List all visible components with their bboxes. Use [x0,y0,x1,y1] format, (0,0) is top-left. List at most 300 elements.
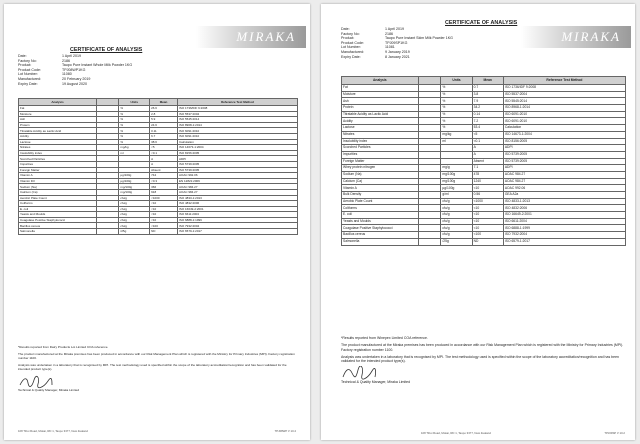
mean-value: Absent [472,158,503,165]
mean-value: 38.6 [150,139,178,145]
certificate-notes [341,336,626,385]
test-method: AOAC 984.27 [178,189,298,195]
unit: µg/100g [119,178,150,184]
mean-value: Absent [150,167,178,173]
mean-value: A [472,151,503,158]
column-header [418,77,441,85]
unit: % [119,122,150,128]
analysis-name: Insolubility index [342,138,419,145]
test-method: ISO 5545:2014 [503,98,625,105]
table-row [342,138,626,145]
analysis-code [418,192,441,199]
unit: % [119,106,150,112]
signature-image [341,366,377,380]
test-method: ISO 8156:2005 [178,150,298,156]
meta-value: 9 January 2019 [385,49,410,54]
test-method: Calculation [178,139,298,145]
mean-value: 0.11 [150,128,178,134]
mean-value: 7.2 [472,118,503,125]
signature-block [18,375,298,393]
test-method: ISO 5739:2005 [178,161,298,167]
meta-value: 2186 [385,31,393,36]
column-header: Mean [472,77,503,85]
test-method: ISO 4832:2006 [503,205,625,212]
analysis-name: Whey protein nitrogen [342,165,419,172]
analysis-name: Vitamin A [342,185,419,192]
mean-value: <10 [150,201,178,207]
table-row [342,118,626,125]
test-method: ISO 6091:2010 [503,118,625,125]
analysis-name: Impurities [19,161,97,167]
analysis-name: Titratable Acidity as Lactic Acid [342,111,419,118]
test-method: ISO 6091:2010 [178,133,298,139]
mean-value: 918 [150,189,178,195]
mean-value: <10 [472,218,503,225]
test-method: ISO 8968-1:2014 [178,122,298,128]
analysis-code [418,125,441,132]
analysis-code [418,232,441,239]
unit: cfu/g [119,212,150,218]
unit: % [441,125,472,132]
table-row [342,91,626,98]
analysis-name: Scorched Particles [19,156,97,162]
table-row [342,218,626,225]
mean-value: A [472,145,503,152]
mean-value: <10 [472,225,503,232]
analysis-name: Titratable Acidity as Lactic Acid [19,128,97,134]
signature-block [341,366,626,384]
analysis-code [418,91,441,98]
test-method: ISO 6579-1:2017 [503,238,625,245]
footer-doc-code: TPJ09SP V 10.2 [604,431,625,435]
test-method: ISO 4833-1:2013 [178,195,298,201]
unit: % [119,128,150,134]
mean-value: 744 [150,173,178,179]
table-row [342,111,626,118]
meta-value: 1 April 2019 [62,54,81,58]
test-method: ISO 5545:2014 [178,117,298,123]
analysis-name: Nitrates [342,131,419,138]
note-2: The product manufactured at the Miraka premises has been produced in accordance with our Risk Management Plan which is registered with the Ministry for Primary Industries (MPI). Factory registration number 1100. [341,343,624,352]
test-method: AOAC 992.06 [178,173,298,179]
analysis-name: Salmonella [342,238,419,245]
analysis-code [418,118,441,125]
meta-label: Manufactured: [18,76,41,81]
column-header: Mean [150,99,178,106]
analysis-name: Vitamin D3 [19,178,97,184]
mean-value: A [150,156,178,162]
analysis-name: Coliforms [19,201,97,207]
test-method: ADPI [178,156,298,162]
test-method: ISO 14673-1:2004 [503,131,625,138]
column-header [97,99,119,106]
analysis-name: E. coli [342,212,419,219]
meta-row [18,82,168,87]
analysis-code [418,171,441,178]
analysis-code [418,238,441,245]
test-method: ISO 6091:2010 [503,111,625,118]
analysis-code [418,85,441,92]
mean-value: <100 [150,223,178,229]
analysis-code [418,178,441,185]
unit: % [441,98,472,105]
signature-image [18,375,54,389]
test-method: AOAC 992.06 [503,185,625,192]
unit: % [119,117,150,123]
test-method: ADPI [503,145,625,152]
meta-label: Manufactured: [341,49,364,54]
meta-label: Factory No: [341,31,360,36]
table-row [342,125,626,132]
unit: % [441,91,472,98]
test-method: EN 12821:2009 [178,178,298,184]
test-method: ISO 4833-1:2013 [503,198,625,205]
table-row [342,212,626,219]
analysis-code [418,185,441,192]
analysis-name: Coliforms [342,205,419,212]
table-row [342,85,626,92]
table-row [342,98,626,105]
analysis-code [97,229,119,235]
test-method: ISO 6888-1:1999 [503,225,625,232]
analysis-name: Sodium (Na) [19,184,97,190]
analysis-name: Protein [342,105,419,112]
column-header: Analysis [19,99,97,106]
test-method: AOAC 984.27 [503,178,625,185]
analysis-name: Sodium (Na) [342,171,419,178]
mean-value: <10 [472,212,503,219]
test-method: ISO 6091:2010 [178,128,298,134]
analysis-name: Coagulase Positive Staphylococci [19,217,97,223]
mean-value: <10 [150,212,178,218]
mean-value: <0.1 [472,138,503,145]
test-method: ISO 16649-2:2001 [178,206,298,212]
analysis-code [418,225,441,232]
analysis-name: Scorched Particles [342,145,419,152]
analysis-name: Protein [19,122,97,128]
meta-label: Lot Number: [18,72,38,77]
mean-value: 2.8 [150,111,178,117]
meta-label: Lot Number: [341,45,361,50]
column-header: Reference Test Method [178,99,298,106]
analysis-name: Lactose [342,125,419,132]
analysis-code [418,165,441,172]
analysis-name: Ash [342,98,419,105]
test-method: ADPI [503,165,625,172]
table-header-row [19,99,298,106]
analysis-name: Calcium (Ca) [19,189,97,195]
unit: cfu/g [441,198,472,205]
analysis-code [418,212,441,219]
meta-label: Expiry Date: [341,54,361,59]
analysis-name: Foreign Matter [342,158,419,165]
table-row [342,151,626,158]
analysis-code [418,98,441,105]
unit: µg/100g [441,185,472,192]
test-method: ISO 6579-1:2017 [178,229,298,235]
mean-value: 7.9 [472,98,503,105]
unit: % [119,111,150,117]
meta-label: Product Code: [341,40,364,45]
meta-value: 20 February 2019 [62,76,91,81]
column-header: Units [441,77,472,85]
mean-value: 6.7 [150,133,178,139]
mean-value: 34.2 [472,105,503,112]
mean-value: 478 [472,171,503,178]
analysis-table [18,98,298,235]
table-row [342,158,626,165]
mean-value: 24.6 [150,122,178,128]
table-row [342,205,626,212]
test-method: ISO 5537:2004 [178,111,298,117]
analysis-code [418,145,441,152]
table-header-row [342,77,626,85]
test-method: Calculation [503,125,625,132]
unit: cfu/g [441,218,472,225]
product-meta [18,54,168,86]
table-row [342,171,626,178]
mean-value: <1000 [150,195,178,201]
test-method: AOAC 984.27 [178,184,298,190]
mean-value: A [150,161,178,167]
table-row [342,238,626,245]
test-method: ISO 5739:2005 [503,151,625,158]
table-row [342,145,626,152]
analysis-code [418,198,441,205]
unit: cfu/g [119,201,150,207]
table-row [342,178,626,185]
unit: mg/100g [119,189,150,195]
meta-label: Product: [18,63,32,68]
miraka-logo: MIRAKA [196,26,306,48]
column-header: Units [119,99,150,106]
unit: mg/kg [441,131,472,138]
test-method: ISO 16649-2:2001 [503,212,625,219]
mean-value: 1240 [472,178,503,185]
unit: % [441,118,472,125]
unit: cfu/g [119,206,150,212]
mean-value: <10 [150,206,178,212]
analysis-code [418,131,441,138]
test-method: ISO 5537:2004 [503,91,625,98]
unit: cfu/g [119,217,150,223]
analysis-name: Coagulase Positive Staphylococci [342,225,419,232]
signatory-title: Technical & Quality Manager, Miraka Limited [18,387,80,392]
column-header: Analysis [342,77,419,85]
unit [441,151,472,158]
mean-value: 0.56 [472,192,503,199]
test-method: ISO 8156:2005 [503,138,625,145]
analysis-name: Impurities [342,151,419,158]
mean-value: <5 [150,145,178,151]
unit [441,158,472,165]
table-row [342,198,626,205]
meta-label: Product Code: [18,67,41,72]
meta-label: Expiry Date: [18,81,38,86]
test-method: ISO 6611:2004 [503,218,625,225]
analysis-name: E. coli [19,206,97,212]
analysis-code [418,205,441,212]
footer-address: 108 Tihoi Road, Mokai, RD 1, Taupo 3377, New Zealand [18,429,88,433]
unit: mg/100g [441,171,472,178]
meta-value: Taupo Pure Instant Skim Milk Powder 1KG [385,36,453,41]
unit: % [441,111,472,118]
analysis-name: Bacillus cereus [342,232,419,239]
analysis-name: Fat [19,106,97,112]
test-method: ISO 6611:2004 [178,212,298,218]
certificate-notes [18,346,298,392]
meta-value: 11080 [62,72,72,77]
certificate-title: CERTIFICATE OF ANALYSIS [445,20,518,26]
unit: cfu/g [441,225,472,232]
note-3: Analysis was undertaken in a laboratory that is recognised by MPI. The test methodology used is specified within the scope of the laboratory accreditation/recognition and has been validated for the intended product type(s). [341,354,619,364]
mean-value: <0.3 [150,178,178,184]
analysis-name: Salmonella [19,229,97,235]
footer-doc-code: TPJ08WP V 10.2 [274,429,296,433]
analysis-name: Vitamin A [19,173,97,179]
mean-value: <10 [472,205,503,212]
analysis-code [418,105,441,112]
meta-value: 8 January 2021 [385,54,410,59]
analysis-name: Acidity [19,133,97,139]
test-method: ISO 4832:2006 [178,201,298,207]
unit: mg/100g [441,178,472,185]
meta-value: TPJ09SP1KG [385,40,408,45]
unit [441,145,472,152]
unit: cfu/g [441,212,472,219]
mean-value: <100 [472,232,503,239]
column-header: Reference Test Method [503,77,625,85]
mean-value: 366 [150,184,178,190]
test-method: ISO 6888-1:1999 [178,217,298,223]
unit: mg/100g [119,184,150,190]
unit: mg/g [441,165,472,172]
meta-value: 1 April 2019 [385,27,404,31]
test-method: ISO 5739:2005 [503,158,625,165]
analysis-code [418,218,441,225]
table-row [342,185,626,192]
unit: /25g [441,238,472,245]
unit: cfu/g [441,232,472,239]
unit: cfu/g [441,205,472,212]
analysis-name: Lactose [19,139,97,145]
test-method: ISO 1736/IDF 9:2008 [178,106,298,112]
test-method: GEA A2a [503,192,625,199]
analysis-name: Foreign Matter [19,167,97,173]
test-method: ISO 7932:2004 [503,232,625,239]
meta-label: Date: [18,54,27,58]
unit: % [119,133,150,139]
unit: % [441,85,472,92]
mean-value: 26.6 [150,106,178,112]
test-method: ISO 14673-1:2004 [178,145,298,151]
table-row [342,225,626,232]
table-row [342,131,626,138]
analysis-name: Bacillus cereus [19,223,97,229]
table-row [342,192,626,199]
table-row [19,229,298,235]
analysis-name: Fat [342,85,419,92]
meta-value: 19 August 2020 [62,81,87,86]
meta-value: Taupo Pure Instant Whole Milk Powder 1KG [62,63,133,68]
certificate-title: CERTIFICATE OF ANALYSIS [70,47,143,53]
test-method: ISO 7932:2004 [178,223,298,229]
analysis-code [418,111,441,118]
unit: % [119,139,150,145]
certificate-page-skim-milk [321,4,635,440]
unit: g/ml [441,192,472,199]
mean-value: ND [150,229,178,235]
mean-value: <1000 [472,198,503,205]
mean-value: <5 [472,131,503,138]
test-method: ISO 5739:2005 [178,167,298,173]
analysis-name: Aerobic Plate Count [342,198,419,205]
mean-value: 53.4 [472,125,503,132]
certificate-page-whole-milk [4,4,310,440]
test-method: AOAC 984.27 [503,171,625,178]
analysis-name: Insolubility index [19,150,97,156]
table-row [342,105,626,112]
unit: /25g [119,229,150,235]
mean-value: <10 [472,185,503,192]
mean-value: 7.1 [472,165,503,172]
note-3: Analysis was undertaken in a laboratory that is recognised by MPI. The test methodology used is specified within the scope of the laboratory accreditation/recognition and has been validated for the intended product type(s). [18,362,287,371]
analysis-name: Yeasts and Moulds [342,218,419,225]
mean-value: 3.8 [472,91,503,98]
table-row [342,165,626,172]
meta-value: 2186 [62,58,70,63]
test-method: ISO 1736/IDF 9:2008 [503,85,625,92]
analysis-name: Aerobic Plate Count [19,195,97,201]
unit: cfu/g [119,195,150,201]
meta-label: Product: [341,36,355,41]
unit: ml [119,150,150,156]
unit: mg/kg [119,145,150,151]
note-2: The product manufactured at the Miraka premises has been produced in accordance with our Risk Management Plan which is registered with the Ministry for Primary Industries (MPI). Factory registration number 1100. [18,351,295,360]
analysis-code [418,158,441,165]
analysis-name: Bulk Density [342,192,419,199]
unit: ml [441,138,472,145]
miraka-logo: MIRAKA [521,26,631,48]
analysis-name: Calcium (Ca) [342,178,419,185]
meta-value: TPJ08WP1KG [62,67,86,72]
analysis-name: Ash [19,117,97,123]
meta-label: Factory No: [18,58,37,63]
unit: cfu/g [119,223,150,229]
note-1: *Results reported from Dairy Products Lot Limited COA reference. [18,345,109,349]
mean-value: <10 [150,217,178,223]
mean-value: 5.9 [150,117,178,123]
analysis-name: Nitrates [19,145,97,151]
analysis-name: Yeasts and Moulds [19,212,97,218]
meta-label: Date: [341,27,350,31]
analysis-name: Acidity [342,118,419,125]
analysis-table [341,76,626,246]
product-meta [341,27,501,59]
footer-address: 108 Tihoi Road, Mokai, RD 1, Taupo 3377, New Zealand [421,431,491,435]
meta-row [341,55,501,60]
unit: % [441,105,472,112]
analysis-code [418,151,441,158]
mean-value: 0.14 [472,111,503,118]
mean-value: <0.1 [150,150,178,156]
note-1: *Results reported from Winepex Limited COA reference. [341,336,428,340]
analysis-name: Moisture [342,91,419,98]
analysis-code [418,138,441,145]
signatory-title: Technical & Quality Manager, Miraka Limited [341,380,411,385]
analysis-name: Moisture [19,111,97,117]
table-row [342,232,626,239]
